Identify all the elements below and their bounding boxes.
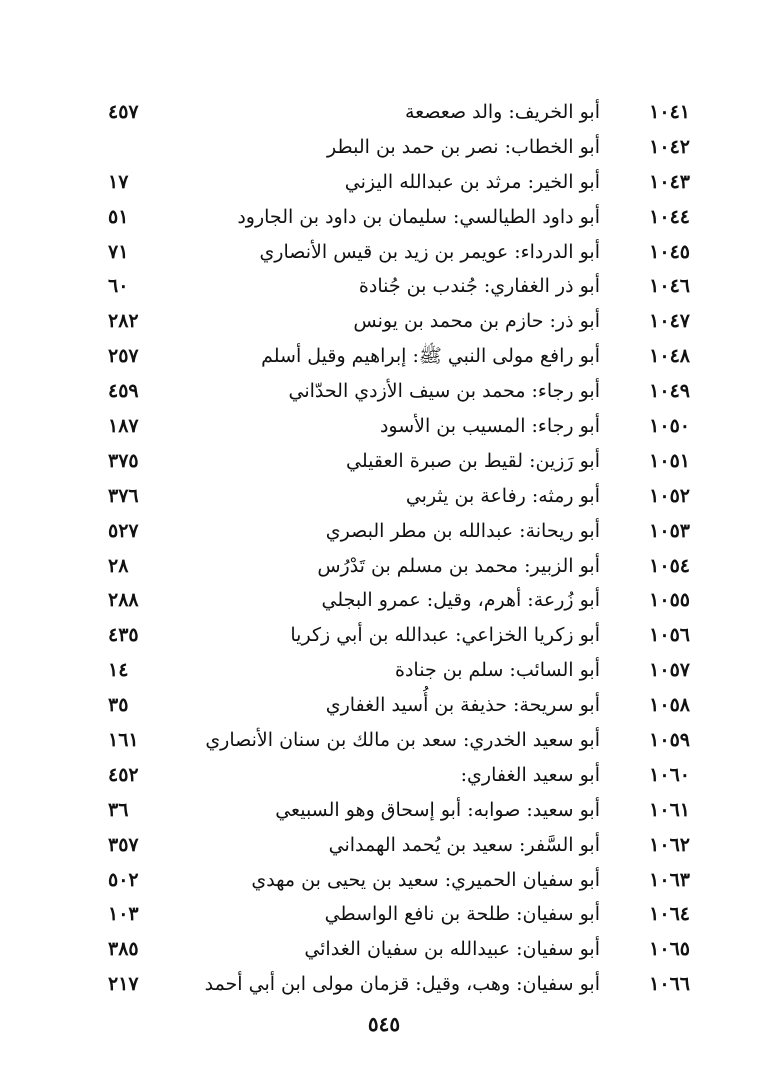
index-entry [100,618,700,653]
entry-name: أبو ذر: حازم بن محمد بن يونس [353,310,600,333]
index-entry [100,200,700,235]
index-entry-list [100,95,700,1002]
entry-page-reference: ٣٥ [108,694,129,717]
entry-page-reference: ٣٨٥ [108,938,139,961]
entry-name: أبو الخير: مرثد بن عبدالله اليزني [344,170,600,193]
entry-name: أبو سعيد الغفاري: [460,763,600,786]
entry-page-reference: ٣٦ [108,798,129,821]
index-entry [100,374,700,409]
index-entry [100,653,700,688]
entry-number: ١٠٥٦ [649,624,690,647]
entry-number: ١٠٥٠ [649,415,690,438]
entry-name: أبو الزبير: محمد بن مسلم بن تَدْرُس [317,554,600,577]
index-entry [100,967,700,1002]
index-entry [100,514,700,549]
entry-number: ١٠٤٤ [649,205,690,228]
entry-name: أبو سعيد الخدري: سعد بن مالك بن سنان الأنصاري [205,729,600,752]
entry-name: أبو رَزين: لقيط بن صبرة العقيلي [345,449,600,472]
entry-name: أبو الخريف: والد صعصعة [404,101,600,123]
entry-page-reference: ٤٥٩ [108,380,139,403]
index-entry [100,235,700,270]
entry-name: أبو رجاء: المسيب بن الأسود [379,415,600,438]
entry-page-reference: ١٧ [108,170,129,193]
entry-number: ١٠٥٩ [649,729,690,752]
entry-name: أبو سفيان: وهب، وقيل: قزمان مولى ابن أبي أحمد [204,973,600,996]
entry-name: أبو سفيان الحميري: سعيد بن يحيى بن مهدي [251,868,600,891]
entry-name: أبو زُرعة: أهرم، وقيل: عمرو البجلي [321,589,600,612]
entry-name: أبو السَّفر: سعيد بن يُحمد الهمداني [328,833,600,856]
entry-page-reference: ٢٨٨ [108,589,139,612]
entry-number: ١٠٤٢ [649,135,690,158]
entry-page-reference: ٢٨ [108,554,129,577]
entry-page-reference: ٥١ [108,205,129,228]
entry-number: ١٠٥٢ [649,484,690,507]
entry-name: أبو رجاء: محمد بن سيف الأزدي الحدّاني [288,380,600,403]
entry-page-reference: ٧١ [108,240,129,263]
entry-page-reference: ٦٠ [108,275,129,298]
entry-name: أبو ريحانة: عبدالله بن مطر البصري [325,519,600,542]
entry-page-reference: ٤٥٧ [108,101,139,123]
entry-page-reference: ٢٥٧ [108,345,139,368]
index-entry [100,723,700,758]
entry-number: ١٠٤٣ [649,170,690,193]
entry-name: أبو رافع مولى النبي ﷺ: إبراهيم وقيل أسلم [261,345,600,368]
index-entry [100,409,700,444]
entry-page-reference: ١٤ [108,659,129,682]
entry-name: أبو الخطاب: نصر بن حمد بن البطر [327,135,600,158]
entry-name: أبو داود الطيالسي: سليمان بن داود بن الجارود [237,205,600,228]
index-entry [100,269,700,304]
entry-name: أبو سفيان: عبيدالله بن سفيان الغدائي [304,938,600,961]
entry-number: ١٠٦٦ [649,973,690,996]
index-entry [100,130,700,165]
entry-page-reference: ٣٧٦ [108,484,139,507]
index-entry [100,479,700,514]
entry-page-reference: ٤٥٢ [108,763,139,786]
index-entry [100,339,700,374]
index-entry [100,688,700,723]
entry-name: أبو سفيان: طلحة بن نافع الواسطي [324,903,600,926]
entry-number: ١٠٤٥ [649,240,690,263]
entry-number: ١٠٥٧ [649,659,690,682]
index-entry [100,583,700,618]
index-entry [100,444,700,479]
index-entry [100,828,700,863]
entry-name: أبو ذر الغفاري: جُندب بن جُنادة [358,275,600,298]
entry-name: أبو زكريا الخزاعي: عبدالله بن أبي زكريا [290,624,600,647]
index-entry [100,932,700,967]
entry-page-reference: ١٨٧ [108,415,139,438]
entry-number: ١٠٥٤ [649,554,690,577]
entry-name: أبو سريحة: حذيفة بن أُسيد الغفاري [325,694,600,717]
index-entry [100,304,700,339]
entry-name: أبو سعيد: صوابه: أبو إسحاق وهو السبيعي [275,798,600,821]
entry-number: ١٠٥٨ [649,694,690,717]
index-entry [100,863,700,898]
entry-number: ١٠٤٨ [649,345,690,368]
entry-number: ١٠٦٣ [649,868,690,891]
index-entry [100,165,700,200]
entry-number: ١٠٦٠ [649,763,690,786]
entry-number: ١٠٤١ [649,101,690,123]
entry-page-reference: ٢١٧ [108,973,139,996]
index-entry [100,758,700,793]
entry-number: ١٠٦٥ [649,938,690,961]
entry-page-reference: ٥٠٢ [108,868,139,891]
entry-page-reference: ٥٢٧ [108,519,139,542]
index-entry [100,549,700,584]
index-entry [100,95,700,130]
entry-page-reference: ١٠٣ [108,903,139,926]
entry-page-reference: ٢٨٢ [108,310,139,333]
entry-name: أبو الدرداء: عويمر بن زيد بن قيس الأنصاري [259,240,600,263]
entry-number: ١٠٤٦ [649,275,690,298]
entry-number: ١٠٤٧ [649,310,690,333]
entry-number: ١٠٥١ [649,449,690,472]
index-entry [100,897,700,932]
index-entry [100,793,700,828]
entry-number: ١٠٦٢ [649,833,690,856]
entry-number: ١٠٦٤ [649,903,690,926]
entry-name: أبو السائب: سلم بن جنادة [395,659,600,682]
entry-number: ١٠٤٩ [649,380,690,403]
entry-page-reference: ٣٧٥ [108,449,139,472]
entry-number: ١٠٥٥ [649,589,690,612]
entry-name: أبو رمثه: رفاعة بن يثربي [405,484,600,507]
entry-page-reference: ٤٣٥ [108,624,139,647]
page-number: ٥٤٥ [367,1012,401,1036]
entry-page-reference: ٣٥٧ [108,833,139,856]
entry-number: ١٠٦١ [649,798,690,821]
entry-number: ١٠٥٣ [649,519,690,542]
entry-page-reference: ١٦١ [108,729,139,752]
